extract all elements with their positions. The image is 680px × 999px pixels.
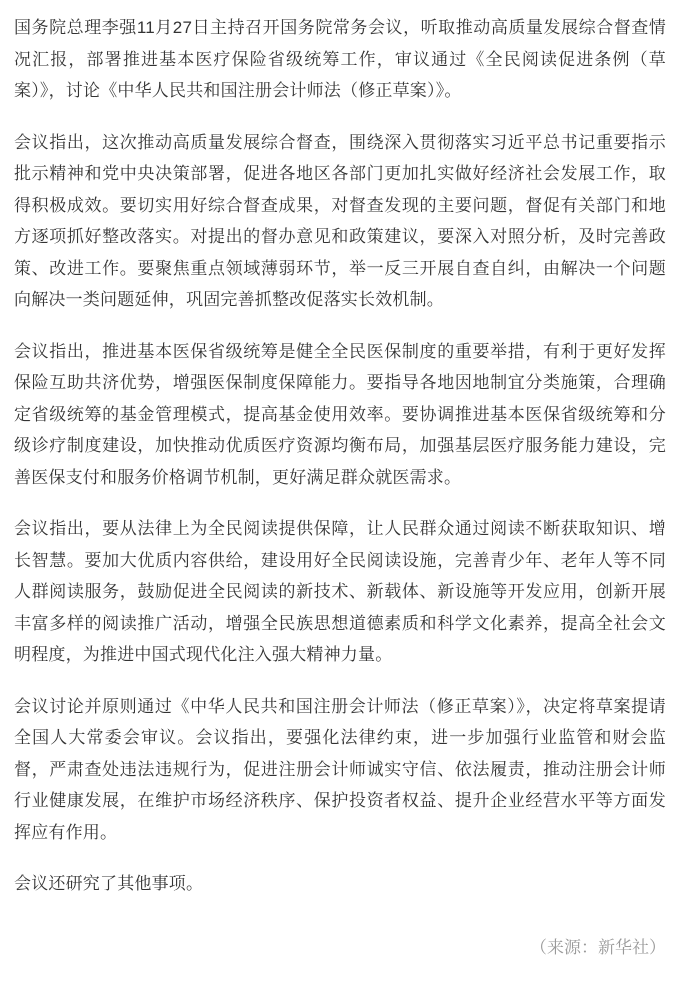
article-paragraph-lead: 国务院总理李强11月27日主持召开国务院常务会议，听取推动高质量发展综合督查情况汇报，部署推进基本医疗保险省级统筹工作，审议通过《全民阅读促进条例（草案）》，讨论《中华人民共和国注册会计师法（修正草案）》。 — [14, 18, 666, 100]
source-attribution: （来源：新华社） — [530, 937, 666, 957]
article-paragraph-cpa-law: 会议讨论并原则通过《中华人民共和国注册会计师法（修正草案）》，决定将草案提请全国人大常委会审议。会议指出，要强化法律约束，进一步加强行业监管和财会监督，严肃查处违法违规行为，促进注册会计师诚实守信、依法履责，推动注册会计师行业健康发展，在维护市场经济秩序、保护投资者权益、提升企业经营水平等方面发挥应有作用。 — [14, 696, 666, 842]
article-paragraph-medical-insurance: 会议指出，推进基本医保省级统筹是健全全民医保制度的重要举措，有利于更好发挥保险互助共济优势，增强医保制度保障能力。要指导各地因地制宜分类施策，合理确定省级统筹的基金管理模式，提高基金使用效率。要协调推进基本医保省级统筹和分级诊疗制度建设，加快推动优质医疗资源均衡布局，加强基层医疗服务能力建设，完善医保支付和服务价格调节机制，更好满足群众就医需求。 — [14, 341, 666, 487]
article-paragraph-other-matters: 会议还研究了其他事项。 — [14, 874, 204, 893]
article-paragraph-reading: 会议指出，要从法律上为全民阅读提供保障，让人民群众通过阅读不断获取知识、增长智慧。要加大优质内容供给，建设用好全民阅读设施，完善青少年、老年人等不同人群阅读服务，鼓励促进全民阅读的新技术、新载体、新设施等开发应用，创新开展丰富多样的阅读推广活动，增强全民族思想道德素质和科学文化素养，提高全社会文明程度，为推进中国式现代化注入强大精神力量。 — [14, 519, 666, 664]
article-paragraph-supervision: 会议指出，这次推动高质量发展综合督查，围绕深入贯彻落实习近平总书记重要指示批示精神和党中央决策部署，促进各地区各部门更加扎实做好经济社会发展工作，取得积极成效。要切实用好综合督查成果，对督查发现的主要问题，督促有关部门和地方逐项抓好整改落实。对提出的督办意见和政策建议，要深入对照分析，及时完善政策、改进工作。要聚焦重点领域薄弱环节，举一反三开展自查自纠，由解决一个问题向解决一类问题延伸，巩固完善抓整改促落实长效机制。 — [14, 132, 666, 309]
